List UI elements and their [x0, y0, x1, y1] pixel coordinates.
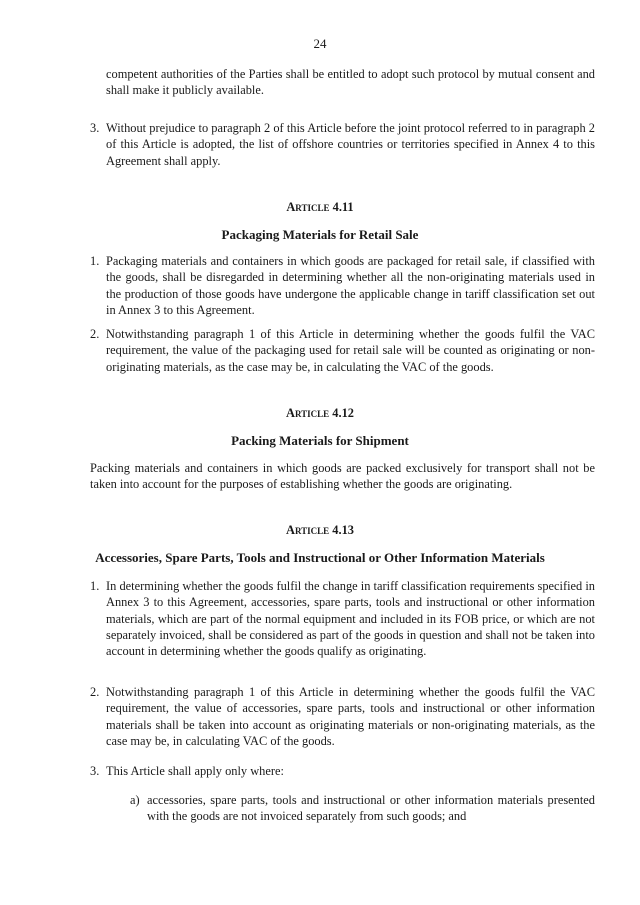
paragraph-number: 1.	[90, 254, 100, 268]
article-number: 4.12	[332, 406, 354, 420]
paragraph-number: 3.	[90, 764, 100, 778]
article-number: 4.13	[332, 523, 354, 537]
article-4-11-paragraph-1	[90, 253, 595, 318]
page-number: 24	[313, 36, 327, 51]
article-4-12-paragraph: Packing materials and containers in which goods are packed exclusively for transport shall not be taken into account for the purposes of establishing whether the goods are originating.	[90, 461, 595, 492]
article-4-12-label	[0, 405, 640, 421]
paragraph-number: 2.	[90, 685, 100, 699]
article-4-13-label	[0, 522, 640, 538]
article-4-11-title: Packaging Materials for Retail Sale	[221, 227, 419, 242]
paragraph-number: 1.	[90, 579, 100, 593]
article-4-13-subparagraph-a	[130, 792, 595, 825]
paragraph-text: Packaging materials and containers in which goods are packaged for retail sale, if classified with the goods, shall be disregarded in determining whether all the non-originating materials used in the production of those goods have undergone the applicable change in tariff classification set out in Annex 3 to this Agreement.	[106, 254, 595, 317]
article-4-10-paragraph-3	[90, 120, 595, 169]
paragraph-text: Without prejudice to paragraph 2 of this Article before the joint protocol referred to in paragraph 2 of this Article is adopted, the list of offshore countries or territories specified in Annex 4 to this Agreement shall apply.	[106, 121, 595, 168]
paragraph-number: 3.	[90, 121, 100, 135]
paragraph-text: This Article shall apply only where:	[106, 764, 284, 778]
article-word: Article	[286, 523, 330, 537]
article-4-13-paragraph-3	[90, 763, 595, 779]
article-number: 4.11	[332, 200, 354, 214]
paragraph-text: In determining whether the goods fulfil the change in tariff classification requirements specified in Annex 3 to this Agreement, accessories, spare parts, tools and instructional or other information materials, which are part of the normal equipment and included in its FOB price, or which are not separately invoiced, shall be considered as part of the goods in question and shall not be taken into account in determining whether the goods qualify as originating.	[106, 579, 595, 659]
article-4-13-paragraph-2	[90, 684, 595, 749]
article-4-13-paragraph-1	[90, 578, 595, 659]
article-word: Article	[286, 200, 330, 214]
article-4-11-label	[0, 199, 640, 215]
article-word: Article	[286, 406, 330, 420]
article-4-12-title: Packing Materials for Shipment	[231, 433, 409, 448]
article-4-13-title: Accessories, Spare Parts, Tools and Instructional or Other Information Materials	[95, 550, 545, 565]
paragraph-text: Notwithstanding paragraph 1 of this Article in determining whether the goods fulfil the VAC requirement, the value of the packaging used for retail sale will be counted as originating or non-originating materials, as the case may be, in calculating the VAC of the goods.	[106, 327, 595, 374]
paragraph-text: Notwithstanding paragraph 1 of this Article in determining whether the goods fulfil the VAC requirement, the value of accessories, spare parts, tools and instructional or other information materials shall be taken into account as originating materials or non-originating materials, as the case may be, in calculating VAC of the goods.	[106, 685, 595, 748]
continuation-paragraph: competent authorities of the Parties shall be entitled to adopt such protocol by mutual consent and shall make it publicly available.	[106, 67, 595, 98]
subparagraph-letter: a)	[130, 793, 140, 807]
subparagraph-text: accessories, spare parts, tools and instructional or other information materials presented with the goods are not invoiced separately from such goods; and	[147, 793, 595, 824]
article-4-11-paragraph-2	[90, 326, 595, 375]
paragraph-number: 2.	[90, 327, 100, 341]
